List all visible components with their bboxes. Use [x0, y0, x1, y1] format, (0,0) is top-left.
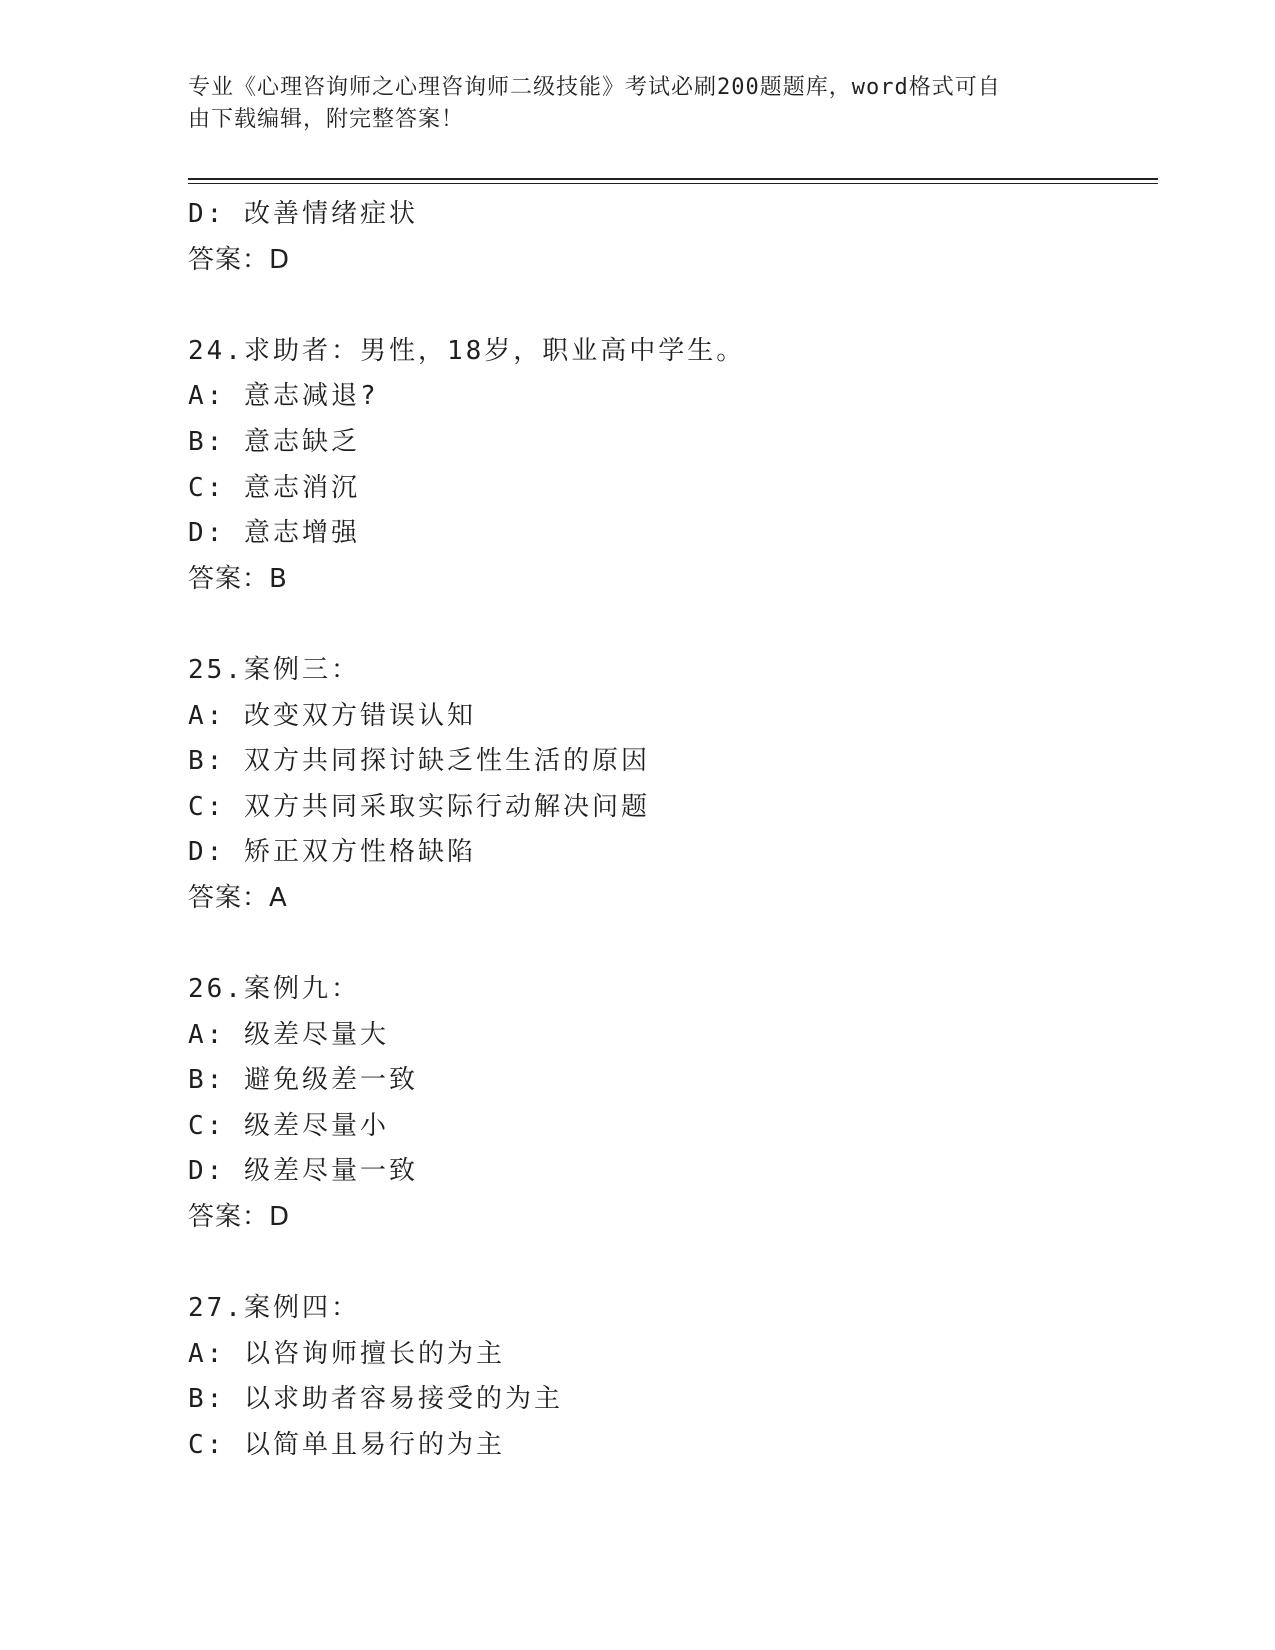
question-27 — [188, 1286, 1148, 1468]
question-stem: 24.求助者：男性，18岁，职业高中学生。 — [188, 335, 746, 366]
question-list — [188, 192, 1148, 1469]
spacer — [188, 283, 1148, 329]
question-24 — [188, 329, 1148, 603]
spacer — [188, 1241, 1148, 1287]
option-c: C: 意志消沉 — [188, 472, 360, 503]
option-a: A: 意志减退? — [188, 381, 379, 412]
option-d: D: 意志增强 — [188, 518, 360, 549]
option-b: B: 以求助者容易接受的为主 — [188, 1384, 563, 1415]
header-rule-thin — [188, 183, 1158, 184]
answer-line: 答案：D — [188, 244, 291, 275]
header-line-1: 专业《心理咨询师之心理咨询师二级技能》考试必刷200题题库，word格式可自 — [188, 75, 1001, 100]
question-25 — [188, 648, 1148, 922]
option-b: B: 双方共同探讨缺乏性生活的原因 — [188, 746, 650, 777]
option-d: D: 改善情绪症状 — [188, 199, 418, 229]
question-26 — [188, 967, 1148, 1241]
option-b: B: 意志缺乏 — [188, 426, 360, 457]
option-a: A: 改变双方错误认知 — [188, 700, 476, 731]
spacer — [188, 922, 1148, 968]
answer-line: 答案：A — [188, 882, 288, 913]
option-a: A: 以咨询师擅长的为主 — [188, 1338, 505, 1369]
answer-line: 答案：D — [188, 1202, 291, 1233]
spacer — [188, 602, 1148, 648]
question-stem: 27.案例四： — [188, 1293, 360, 1324]
question-stem: 26.案例九： — [188, 974, 360, 1005]
option-c: C: 双方共同采取实际行动解决问题 — [188, 791, 650, 822]
header-rule-thick — [188, 178, 1158, 180]
option-d: D: 矫正双方性格缺陷 — [188, 837, 476, 868]
question-stem: 25.案例三： — [188, 654, 360, 685]
header-line-2: 由下载编辑，附完整答案！ — [188, 107, 465, 132]
document-header — [188, 72, 1068, 136]
option-d: D: 级差尽量一致 — [188, 1156, 418, 1187]
answer-line: 答案：B — [188, 563, 288, 594]
option-c: C: 以简单且易行的为主 — [188, 1430, 505, 1461]
option-c: C: 级差尽量小 — [188, 1110, 389, 1141]
option-a: A: 级差尽量大 — [188, 1019, 389, 1050]
option-b: B: 避免级差一致 — [188, 1065, 418, 1096]
